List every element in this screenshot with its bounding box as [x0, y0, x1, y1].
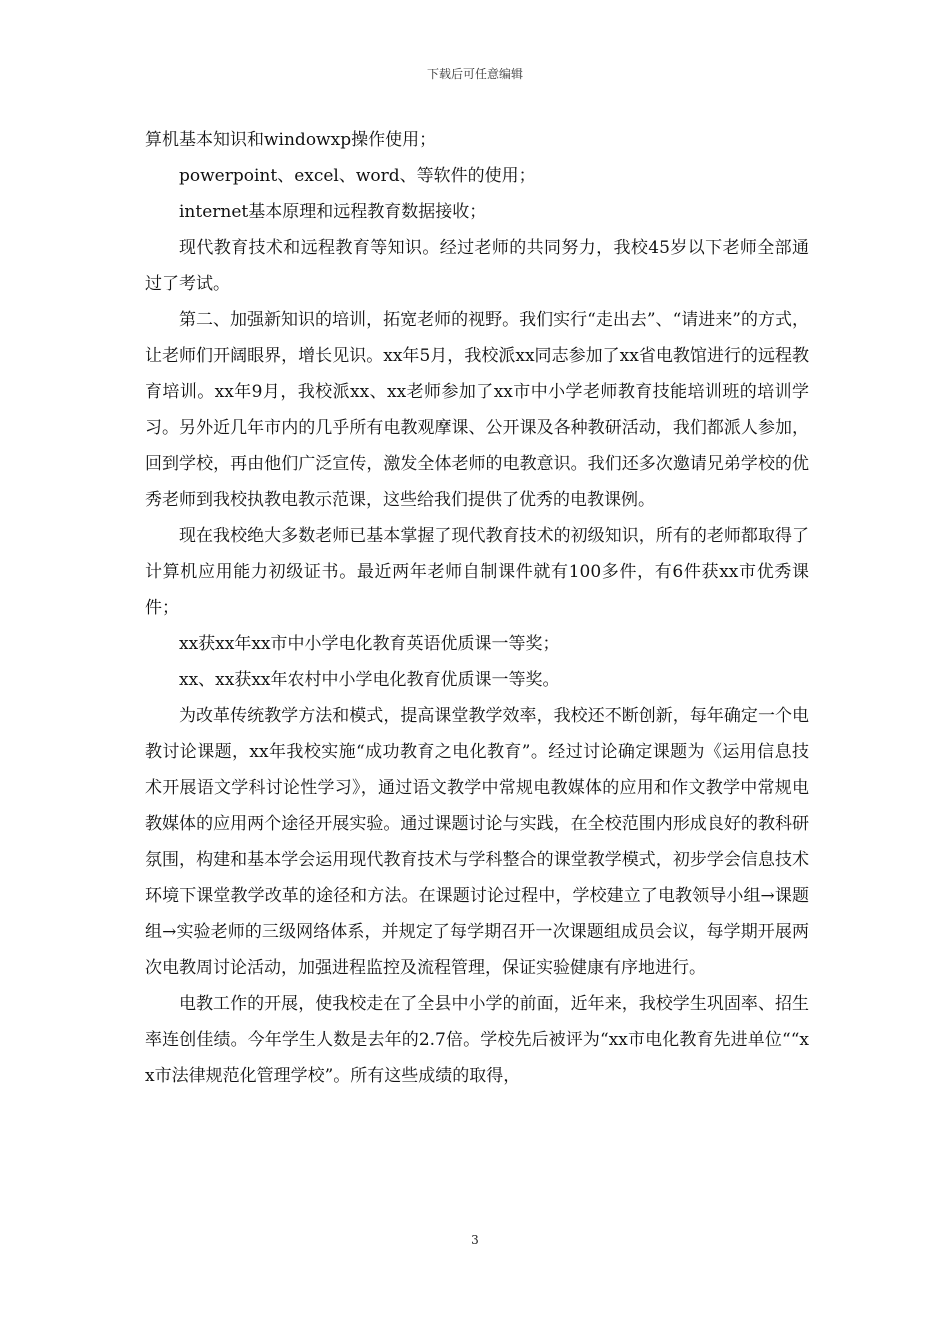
page-number: 3	[471, 1233, 479, 1247]
paragraph-8: xx、xx获xx年农村中小学电化教育优质课一等奖。	[179, 670, 560, 690]
paragraph-9: 为改革传统教学方法和模式，提高课堂教学效率，我校还不断创新，每年确定一个电教讨论课题，xx年我校实施“成功教育之电化教育”。经过讨论确定课题为《运用信息技术开展语文学科讨论性学习》，通过语文教学中常规电教媒体的应用和作文教学中常规电教媒体的应用两个途径开展实验。通过课题讨论与实践，在全校范围内形成良好的教科研氛围，构建和基本学会运用现代教育技术与学科整合的课堂教学模式，初步学会信息技术环境下课堂教学改革的途径和方法。在课题讨论过程中，学校建立了电教领导小组→课题组→实验老师的三级网络体系，并规定了每学期召开一次课题组成员会议，每学期开展两次电教周讨论活动，加强进程监控及流程管理，保证实验健康有序地进行。	[145, 706, 809, 978]
paragraph-7: xx获xx年xx市中小学电化教育英语优质课一等奖；	[179, 634, 560, 654]
paragraph-6: 现在我校绝大多数老师已基本掌握了现代教育技术的初级知识，所有的老师都取得了计算机应用能力初级证书。最近两年老师自制课件就有100多件，有6件获xx市优秀课件；	[145, 526, 809, 618]
paragraph-10: 电教工作的开展，使我校走在了全县中小学的前面，近年来，我校学生巩固率、招生率连创佳绩。今年学生人数是去年的2.7倍。学校先后被评为“xx市电化教育先进单位““xx市法律规范化管理学校”。所有这些成绩的取得，	[145, 994, 809, 1086]
paragraph-2: powerpoint、excel、word、等软件的使用；	[179, 166, 536, 186]
document-body	[145, 122, 809, 1094]
paragraph-4: 现代教育技术和远程教育等知识。经过老师的共同努力，我校45岁以下老师全部通过了考试。	[145, 238, 809, 294]
paragraph-1: 算机基本知识和windowxp操作使用；	[145, 130, 437, 150]
paragraph-5: 第二、加强新知识的培训，拓宽老师的视野。我们实行“走出去”、“请进来”的方式，让老师们开阔眼界，增长见识。xx年5月，我校派xx同志参加了xx省电教馆进行的远程教育培训。xx年9月，我校派xx、xx老师参加了xx市中小学老师教育技能培训班的培训学习。另外近几年市内的几乎所有电教观摩课、公开课及各种教研活动，我们都派人参加，回到学校，再由他们广泛宣传，激发全体老师的电教意识。我们还多次邀请兄弟学校的优秀老师到我校执教电教示范课，这些给我们提供了优秀的电教课例。	[145, 310, 809, 510]
page-header: 下载后可任意编辑	[426, 67, 523, 81]
paragraph-3: internet基本原理和远程教育数据接收；	[179, 202, 487, 222]
